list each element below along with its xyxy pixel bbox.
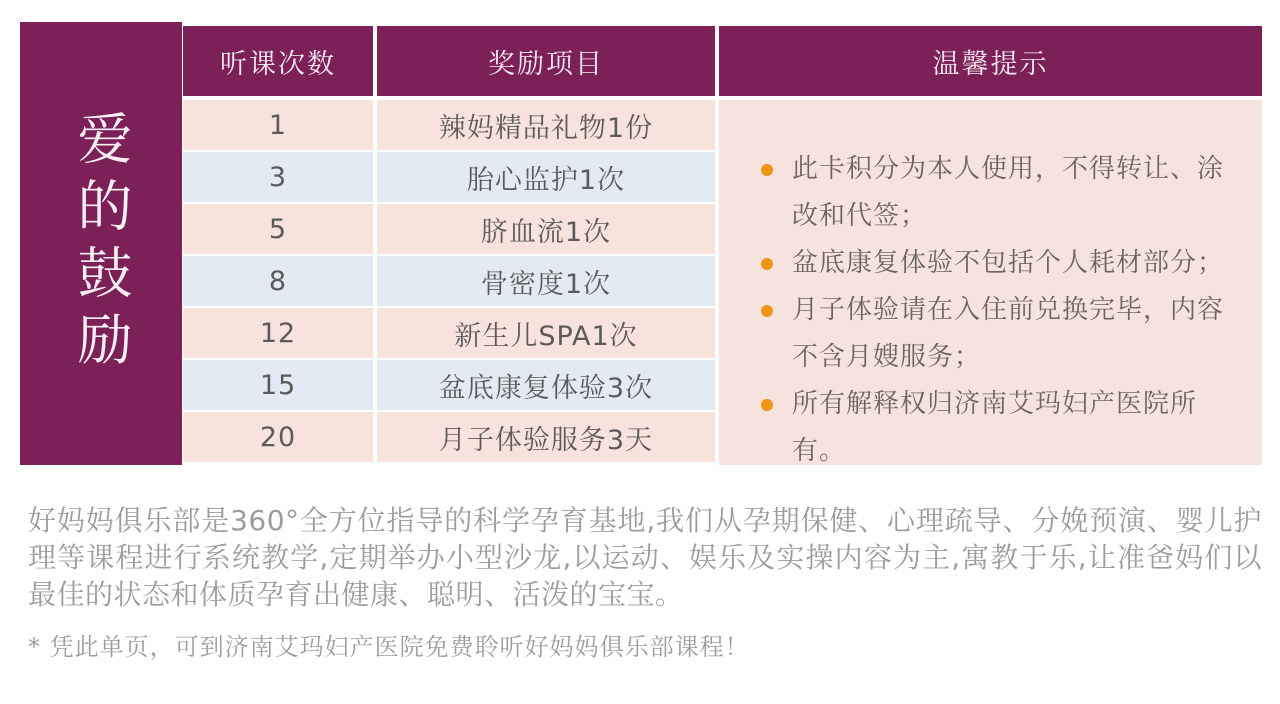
count-cell: 3 [183,152,373,202]
reward-cell: 新生儿SPA1次 [377,308,715,358]
reward-cell: 盆底康复体验3次 [377,360,715,410]
reward-cell: 月子体验服务3天 [377,412,715,462]
header-tips: 温馨提示 [719,26,1262,96]
count-cell: 1 [183,100,373,150]
tip-item [761,240,1236,287]
tips-panel [719,100,1262,465]
tips-list [761,146,1236,475]
tips-column [719,26,1262,465]
tip-item [761,146,1236,240]
bullet-dot-icon [761,164,773,176]
header-reward-items: 奖励项目 [377,26,715,96]
reward-cell: 骨密度1次 [377,256,715,306]
header-attendance-count: 听课次数 [183,26,373,96]
reward-items-column [377,26,715,464]
count-cell: 20 [183,412,373,462]
count-cell: 12 [183,308,373,358]
tip-text: 月子体验请在入住前兑换完毕，内容不含月嫂服务； [792,295,1225,372]
count-cell: 15 [183,360,373,410]
attendance-count-column [183,26,373,464]
reward-cell: 辣妈精品礼物1份 [377,100,715,150]
tip-item [761,381,1236,475]
tip-item [761,287,1236,381]
reward-cell: 胎心监护1次 [377,152,715,202]
tip-text: 盆底康复体验不包括个人耗材部分； [792,248,1225,278]
tip-text: 所有解释权归济南艾玛妇产医院所有。 [792,389,1198,466]
bullet-dot-icon [761,305,773,317]
love-reward-banner [20,22,182,465]
bullet-dot-icon [761,258,773,270]
footnote: * 凭此单页，可到济南艾玛妇产医院免费聆听好妈妈俱乐部课程！ [28,633,750,661]
count-cell: 8 [183,256,373,306]
club-description: 好妈妈俱乐部是360°全方位指导的科学孕育基地,我们从孕期保健、心理疏导、分娩预演、婴儿护理等课程进行系统教学,定期举办小型沙龙,以运动、娱乐及实操内容为主,寓教于乐,让准爸妈们以最佳的状态和体质孕育出健康、聪明、活泼的宝宝。 [28,504,1262,611]
tip-text: 此卡积分为本人使用，不得转让、涂改和代签； [792,154,1225,231]
banner-title: 爱的鼓励 [68,109,133,378]
count-cell: 5 [183,204,373,254]
bullet-dot-icon [761,399,773,411]
reward-cell: 脐血流1次 [377,204,715,254]
